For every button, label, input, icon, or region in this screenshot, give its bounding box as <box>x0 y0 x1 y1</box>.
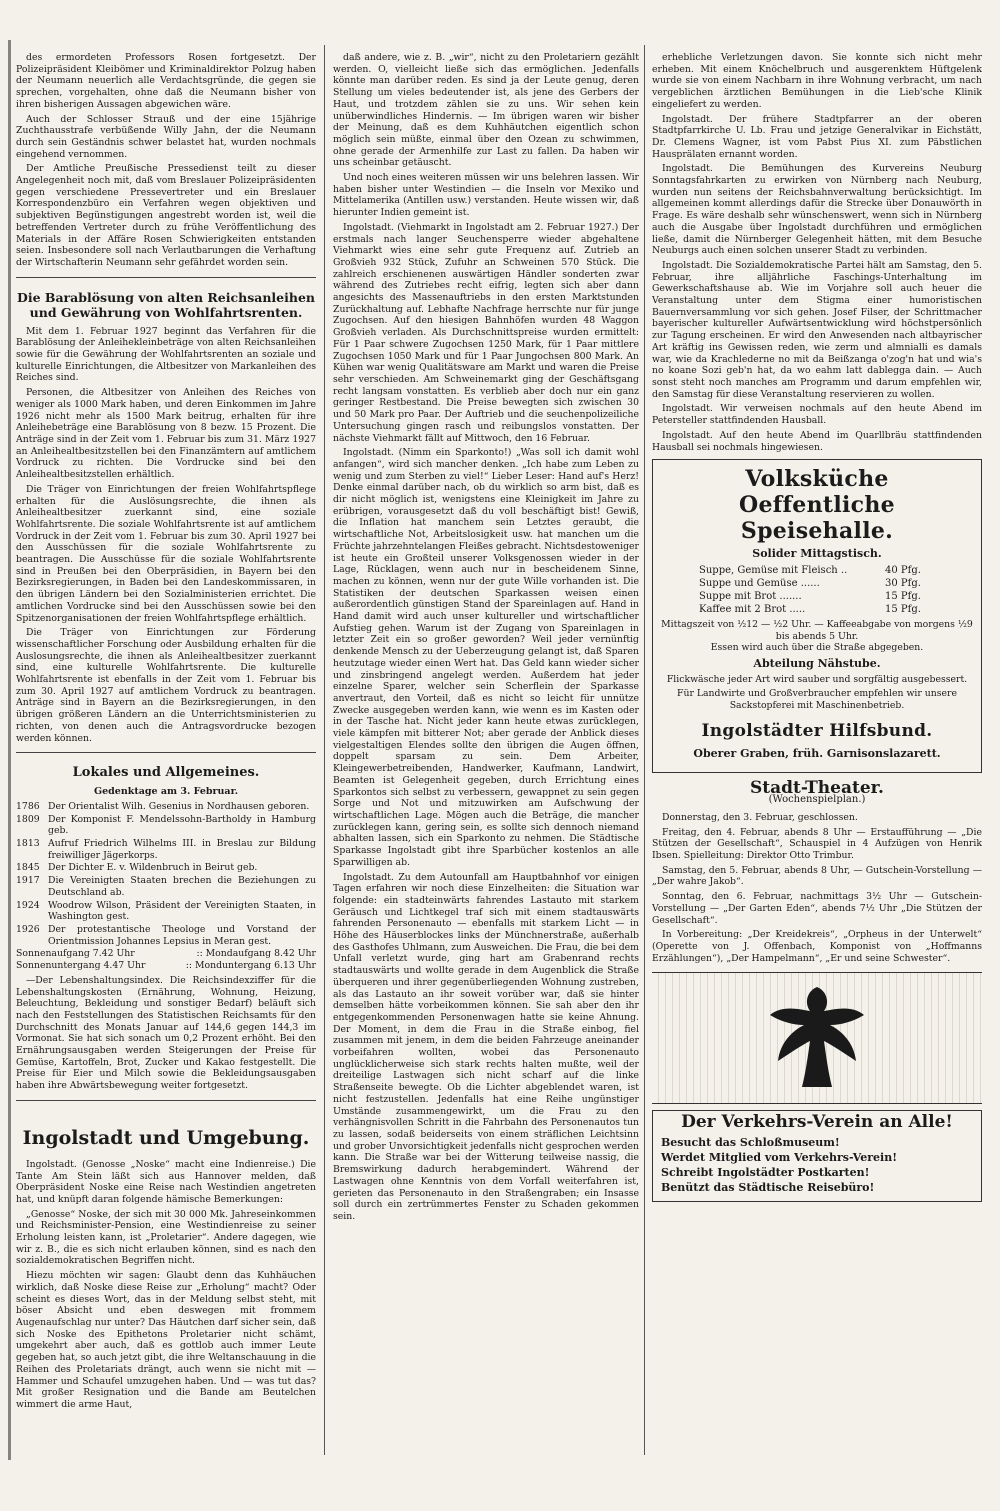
column-2 <box>333 52 639 1452</box>
article-paragraph: Ingolstadt. (Genosse „Noske“ macht eine Indienreise.) Die Tante Am Stein läßt sich aus Hannover melden, daß Oberpräsident Noske eine Reise nach Westindien angetreten hat, und knüpft daran folgende hämische Bemerkungen: <box>16 1158 316 1205</box>
event-text: Der Dichter E. v. Wildenbruch in Beirut geb. <box>48 862 258 874</box>
article-paragraph: Hiezu möchten wir sagen: Glaubt denn das Kuhhäuchen wirklich, daß Noske diese Reise zur „Erholung“ macht? Oder scheint es dieses Wort, das in der Meldung selbst steht, mit böser Absicht und eben deswegen mit frommem Augenaufschlag nur unter? Das Häutchen darf sicher sein, daß sich Noske des Epithetons Proletarier nicht schämt, umgekehrt aber auch, daß es gottlob auch immer Leute gegeben hat, so auch jetzt gibt, die ihre Weltanschauung in die Reihen des Proletariats drängt, auch wenn sie nicht mit — Hammer und Schaufel umzugehen haben. Und — was tut das? Mit großer Resignation und die Bande am Beutelchen wimmert die arme Haut, <box>16 1270 316 1410</box>
article-paragraph: Ingolstadt. Der frühere Stadtpfarrer an der oberen Stadtpfarrkirche U. Lb. Frau und jetzige Generalvikar in Eichstätt, Dr. Clemens Wagner, ist vom Pabst Pius XI. zum Päbstlichen Hausprälaten ernannt worden. <box>652 113 982 160</box>
menu-price: 15 Pfg. <box>885 590 921 602</box>
ad-title: Der Verkehrs-Verein an Alle! <box>681 1112 953 1133</box>
divider <box>16 1100 316 1101</box>
eagle-emblem-icon <box>762 981 872 1093</box>
ad-title: Oeffentliche Speisehalle. <box>739 492 895 545</box>
gedenktag-entry <box>16 862 316 874</box>
menu-price: 30 Pfg. <box>885 577 921 589</box>
menu-row <box>659 603 975 616</box>
ad-line: Benützt das Städtische Reisebüro! <box>661 1181 875 1195</box>
event-text: Woodrow Wilson, Präsident der Vereinigten Staaten, in Washington gest. <box>48 899 316 923</box>
ad-line: Besucht das Schloßmuseum! <box>661 1136 840 1150</box>
verkehrsverein-ad <box>652 1110 982 1202</box>
article-paragraph: Auch der Schlosser Strauß und der eine 15jährige Zuchthausstrafe verbüßende Willy Jahn, der die Neumann durch sein Geständnis schwer belastet hat, wurden nochmals eingehend vernommen. <box>16 113 316 160</box>
article-paragraph: Und noch eines weiteren müssen wir uns belehren lassen. Wir haben bisher unter Westindien — die Inseln vor Mexiko und Mittelamerika (Antillen usw.) verstanden. Heute wissen wir, daß hierunter Indien gemeint ist. <box>333 172 639 219</box>
article-paragraph: Personen, die Altbesitzer von Anleihen des Reiches von weniger als 1000 Mark haben, und deren Einkommen im Jahre 1926 nicht mehr als 1500 Mark beitrug, erhalten für ihre Anleihebeträge eine Barablösung von 8 bezw. 15 Prozent. Die Anträge sind in der Zeit vom 1. Februar bis zum 31. März 1927 an Anleihealtbesitzstellen bei den Finanzämtern auf amtlichem Vordruck zu richten. Die Vordrucke sind bei den Anleihealtbesitzstellen erhältlich. <box>16 387 316 481</box>
menu-row <box>659 577 975 590</box>
year: 1786 <box>16 800 40 812</box>
ad-text: Essen wird auch über die Straße abgegeben. <box>710 642 924 654</box>
article-paragraph: erhebliche Verletzungen davon. Sie konnte sich nicht mehr erheben. Mit einem Knöchelbruch und ausgerenktem Hüftgelenk wurde sie von einem Nachbarn in ihre Wohnung verbracht, um nach vergeblichen ärztlichen Bemühungen in die Lieb'sche Klinik eingeliefert zu werden. <box>652 52 982 110</box>
gedenktage-heading: Gedenktage am 3. Februar. <box>93 786 239 798</box>
year: 1926 <box>16 924 40 935</box>
year: 1917 <box>16 875 40 887</box>
moonset: :: Monduntergang 6.13 Uhr <box>185 960 316 972</box>
article-paragraph: des ermordeten Professors Rosen fortgesetzt. Der Polizeipräsident Kleibömer und Kriminaldirektor Polzug haben der Neumann neuerlich alle Verdachtsgründe, die gegen sie sprechen, vorgehalten, ohne daß die Neumann bisher von ihren bisherigen Aussagen abgewichen wäre. <box>16 52 316 110</box>
theater-entry: Freitag, den 4. Februar, abends 8 Uhr — Erstaufführung — „Die Stützen der Gesellschaft“, Schauspiel in 4 Aufzügen von Henrik Ibsen. Spielleitung: Direktor Otto Trimbur. <box>652 826 982 862</box>
eagle-emblem-panel <box>652 972 982 1104</box>
column-rule <box>324 45 325 1455</box>
article-paragraph: Die Träger von Einrichtungen der freien Wohlfahrtspflege erhalten für die Auslösungsrechte, die ihnen als Anleihealtbesitzer zuerkannt sind, eine soziale Wohlfahrtsrente. Die soziale Wohlfahrtsrente ist auf amtlichem Vordruck in der Zeit vom 1. Februar bis zum 30. April 1927 bei den Ausschüssen für die soziale Wohlfahrtsrente zu beantragen. Die Ausschüsse für die soziale Wohlfahrtsrente sind in Preußen bei den Oberpräsidien, in Bayern bei den Bezirksregierungen, in Baden bei den Landeskommissaren, in den übrigen Ländern bei den Sozialministerien errichtet. Die amtlichen Vordrucke sind bei den Ausschüssen sowie bei den Spitzenorganisationen der freien Wohlfahrtspflege erhältlich. <box>16 483 316 624</box>
year: 1845 <box>16 862 40 874</box>
event-text: Der Komponist F. Mendelssohn-Bartholdy in Hamburg geb. <box>48 813 316 837</box>
gedenktag-entry <box>16 924 316 947</box>
article-paragraph: Ingolstadt. Wir verweisen nochmals auf den heute Abend im Petersteller stattfindenden Hausball. <box>652 403 982 427</box>
event-text: Der protestantische Theologe und Vorstand der Orientmission Johannes Lepsius in Meran gest. <box>48 924 316 947</box>
menu-row <box>659 564 975 577</box>
menu-item: Suppe und Gemüse ...... <box>699 577 820 589</box>
theater-entry: Sonntag, den 6. Februar, nachmittags 3½ Uhr — Gutschein-Vorstellung — „Der Garten Eden“, abends 7½ Uhr „Die Stützen der Gesellschaft“. <box>652 891 982 926</box>
ad-address: Oberer Graben, früh. Garnisonslazarett. <box>693 746 941 760</box>
year: 1813 <box>16 838 40 850</box>
column-3 <box>652 52 982 1452</box>
event-text: Aufruf Friedrich Wilhelms III. in Breslau zur Bildung freiwilliger Jägerkorps. <box>48 838 316 861</box>
event-text: Der Orientalist Wilh. Gesenius in Nordhausen geboren. <box>48 800 310 812</box>
binding-edge <box>8 40 11 1460</box>
article-paragraph: Mit dem 1. Februar 1927 beginnt das Verfahren für die Barablösung der Anleihekleinbeträge von alten Reichsanleihen sowie für die Gewährung der Wohlfahrtsrenten an soziale und kulturelle Einrichtungen, die Altbesitzer von Markanleihen des Reiches sind. <box>16 325 316 384</box>
gedenktag-entry <box>16 875 316 898</box>
gedenktag-entry <box>16 801 316 813</box>
article-paragraph: Die Träger von Einrichtungen zur Förderung wissenschaftlicher Forschung oder Ausbildung erhalten für die Auslosungsrechte, die ihnen als Anleihealtbesitzer zuerkannt sind, eine kulturelle Wohlfahrtsrente. Die kulturelle Wohlfahrtsrente ist ebenfalls in der Zeit vom 1. Februar bis zum 30. April 1927 auf amtlichem Vordruck zu beantragen. Anträge sind in Bayern an die Bezirksregierungen, in den übrigen größeren Ländern an die Unterrichtsministerien zu richten, von denen auch die Antragsvordrucke bezogen werden können. <box>16 627 316 744</box>
gedenktag-entry <box>16 900 316 923</box>
theater-entry: Samstag, den 5. Februar, abends 8 Uhr, — Gutschein-Vorstellung — „Der wahre Jakob“. <box>652 864 982 888</box>
article-paragraph: Ingolstadt. (Viehmarkt in Ingolstadt am 2. Februar 1927.) Der erstmals nach langer Seuchensperre wieder abgehaltene Viehmarkt wies eine sehr gute Frequenz auf. Zutrieb an Großvieh 932 Stück, Zufuhr an Schweinen 570 Stück. Die zahlreich erschienenen auswärtigen Händler sonderten zwar während des Zutriebes recht eifrig, legten sich aber dann angesichts des Massenauftriebs in den ersten Marktstunden Zurückhaltung auf. Lebhafte Nachfrage herrschte nur für junge Zugochsen. Auf den hiesigen Bahnhöfen wurden 48 Waggon Großvieh verladen. Als Durchschnittspreise wurden ermittelt: Für 1 Paar schwere Zugochsen 1250 Mark, für 1 Paar mittlere Zugochsen 1050 Mark und für 1 Paar Jungochsen 800 Mark. An Kühen war wenig Qualitätsware am Markt und waren die Preise sehr verschieden. Am Schweinemarkt ging der Geschäftsgang recht langsam vonstatten. Es verblieb aber doch nur ein ganz geringer Restbestand. Die Preise bewegten sich zwischen 30 und 50 Mark pro Paar. Der Auftrieb und die seuchenpolizeiliche Untersuchung gingen rasch und reibungslos vonstatten. Der nächste Viehmarkt fällt auf Mittwoch, den 16 Februar. <box>333 221 639 444</box>
theater-entry: Donnerstag, den 3. Februar, geschlossen. <box>662 811 858 823</box>
gedenktag-entry <box>16 838 316 861</box>
theater-entry: In Vorbereitung: „Der Kreidekreis“, „Orpheus in der Unterwelt“ (Operette von J. Offenbach, Komponist von „Hoffmanns Erzählungen“), „Der Hampelmann“, „Er und seine Schwester“. <box>652 929 982 964</box>
menu-price: 40 Pfg. <box>885 564 921 576</box>
gedenktag-entry <box>16 814 316 837</box>
section-heading: Lokales und Allgemeines. <box>72 765 260 781</box>
ad-line: Schreibt Ingolstädter Postkarten! <box>661 1166 870 1180</box>
ad-line: Werdet Mitglied vom Verkehrs-Verein! <box>661 1151 898 1165</box>
article-paragraph: Ingolstadt. Die Sozialdemokratische Partei hält am Samstag, den 5. Februar, ihre alljährliche Faschings-Unterhaltung im Gewerkschaftshause ab. Wie im Vorjahre soll auch heuer die Veranstaltung unter dem Stigma einer humoristischen Bauernversammlung vor sich gehen. Josef Filser, der Schrittmacher bayerischer kultureller Aufwärtsentwicklung wird höchstpersönlich zur Tagung erscheinen. Er wird den Anwesenden nach altbayrischer Art kräftig ins Gewissen reden, wie zerm und almnialli es damals war, wie da Krachlederne no mit da Beißzanga o'zog'n hat und wia's no koane Sozi geb'n hat, da wo eahm latt dablegga dain. — Auch sonst steht noch manches am Programm und darum empfehlen wir, den Samstag für diese Veranstaltung reservieren zu wollen. <box>652 259 982 400</box>
ad-subtitle: Abteilung Nähstube. <box>753 657 881 671</box>
article-paragraph: Der Amtliche Preußische Pressedienst teilt zu dieser Angelegenheit noch mit, daß vom Breslauer Polizeipräsidenten gegen verschiedene Pressevertreter und ein Breslauer Korrespondenzbüro ein Verfahren wegen objektiven und subjektiven Begünstigungen angestrebt worden ist, weil die betreffenden Vertreter durch zu frühe Veröffentlichung des Materials in der Affäre Rosen Schwierigkeiten entstanden seien. Insbesondere soll nach Verlautbarungen die Verhaftung der Wirtschafterin Neumann sehr gefährdet worden sein. <box>16 163 316 268</box>
menu-item: Suppe, Gemüse mit Fleisch .. <box>699 564 848 576</box>
ad-text: Für Landwirte und Großverbraucher empfehlen wir unsere Sackstopferei mit Maschinenbetrieb. <box>677 688 957 712</box>
article-paragraph: Ingolstadt. Die Bemühungen des Kurvereins Neuburg Sonntagsfahrkarten zu erwirken von Nürnberg nach Neuburg, wurden nun seitens der Reichsbahnverwaltung berücksichtigt. Im allgemeinen kommt allerdings dafür die Strecke über Donauwörth in Frage. Es wäre deshalb sehr wünschenswert, wenn sich in Nürnberg auch die Ausgabe über Ingolstadt durchführen und ermöglichen ließe, damit die Nürnberger Gelegenheit hätten, mit dem Besuche Neuburgs auch einen solchen unserer Stadt zu verbinden. <box>652 163 982 257</box>
ad-org: Ingolstädter Hilfsbund. <box>701 720 933 741</box>
article-paragraph: „Genosse“ Noske, der sich mit 30 000 Mk. Jahreseinkommen und Reichsminister-Pension, eine Westindienreise zu seiner Erholung leisten kann, ist „Proletarier“. Andere dagegen, wie wir z. B., die es sich nicht erlauben können, sind es nach den sozialdemokratischen Begriffen nicht. <box>16 1208 316 1267</box>
article-paragraph: Ingolstadt. Auf den heute Abend im Quarllbräu stattfindenden Hausball sei nochmals hingewiesen. <box>652 429 982 453</box>
menu-row <box>659 590 975 603</box>
sun-moon-row <box>16 960 316 972</box>
event-text: Die Vereinigten Staaten brechen die Beziehungen zu Deutschland ab. <box>48 875 316 898</box>
menu-price: 15 Pfg. <box>885 603 921 615</box>
menu-item: Suppe mit Brot ....... <box>699 590 802 602</box>
divider <box>16 752 316 753</box>
article-paragraph: Ingolstadt. Zu dem Autounfall am Hauptbahnhof vor einigen Tagen erfahren wir noch diese Einzelheiten: die Situation war folgende: ein stadteinwärts fahrendes Lastauto mit starkem Geräusch und Lichtkegel traf sich mit einem stadtauswärts fahrenden Personenauto — ebenfalls mit starkem Licht — in Höhe des Häuserblockes links der Münchnerstraße, außerhalb des Gasthofes Uhlmann, zum Ausweichen. Die Frau, die bei dem Unfall verletzt wurde, ging hart am Grabenrand rechts stadtauswärts und wollte gerade in dem Augenblick die Straße überqueren und ihrer gegenüberliegenden Wohnung zustreben, als das Lastauto an ihr soweit vorüber war, daß sie hinter demselben hätte vorbeikommen können. Sie sah aber den ihr entgegenkommenden Personenwagen hatte sie keine Ahnung. Der Moment, in dem die Frau in die Straße einbog, fiel zusammen mit jenem, in dem die beiden Fahrzeuge aneinander vorbeifahren wollten, wobei das Personenauto unglücklicherweise sich stark rechts halten mußte, weil der dreiteilige Lastwagen sich nicht scharf auf die linke Straßenseite bewegte. Ob die Lichter abgeblendet waren, ist nicht festzustellen. Jedenfalls hat eine Reihe ungünstiger Umstände zusammengewirkt, um die Frau zu den verhängnisvollen Schritt in die Fahrbahn des Personenautos tun zu lassen, sodaß beiderseits von einem sträflichen Leichtsinn und grober Unvorsichtigkeit jedenfalls nicht gesprochen werden kann. Die Straße war bei der Witterung teilweise nassig, die Bremswirkung dadurch herabgemindert. Während der Lastwagen ohne Kenntnis von dem Vorfall weiterfahren ist, gerieten das Personenauto in den Straßengraben; ein Insasse soll durch ein zertrümmertes Fenster zu Schaden gekommen sein. <box>333 871 639 1222</box>
article-paragraph: —Der Lebenshaltungsindex. Die Reichsindexziffer für die Lebenshaltungskosten (Ernährung, Wohnung, Heizung, Beleuchtung, Bekleidung und sonstiger Bedarf) beläuft sich nach den Feststellungen des Statistischen Reichsamts für den Durchschnitt des Monats Januar auf 144,6 gegen 144,3 im Vormonat. Sie hat sich sonach um 0,2 Prozent erhöht. Bei den Ernährungsausgaben werden Steigerungen der Preise für Gemüse, Kartoffeln, Brot, Zucker und Kakao festgestellt. Die Preise für Eier und Milch sowie die Bekleidungsausgaben haben ihre Abwärtsbewegung weiter fortgesetzt. <box>16 974 316 1092</box>
year: 1924 <box>16 899 40 911</box>
section-heading: Ingolstadt und Umgebung. <box>22 1126 310 1149</box>
section-heading: Die Barablösung von alten Reichsanleihen und Gewährung von Wohlfahrtsrenten. <box>16 289 316 320</box>
ad-subtitle: Solider Mittagstisch. <box>752 547 882 561</box>
column-rule <box>644 45 645 1455</box>
theater-title: Stadt-Theater. <box>750 777 884 798</box>
year: 1809 <box>16 813 40 825</box>
divider <box>16 277 316 278</box>
theater-subtitle: (Wochenspielplan.) <box>768 794 866 806</box>
ad-text: Flickwäsche jeder Art wird sauber und sorgfältig ausgebessert. <box>666 673 968 685</box>
column-1 <box>16 52 316 1452</box>
sunset: Sonnenuntergang 4.47 Uhr <box>16 960 146 972</box>
ad-hours: Mittagszeit von ½12 — ½2 Uhr. — Kaffeeabgabe von morgens ½9 bis abends 5 Uhr. <box>661 618 973 642</box>
article-paragraph: daß andere, wie z. B. „wir“, nicht zu den Proletariern gezählt werden. O, vielleicht ließe sich das ermöglichen. Jedenfalls könnte man darüber reden. Es sind ja der Leute genug, deren Stellung um vieles bedeutender ist, als jene des Gerbers der Haut, und trotzdem zählen sie zu uns. Wir sehen kein unüberwindliches Hindernis. — Im übrigen waren wir bisher der Meinung, daß es dem Kuhhäutchen eigentlich schon möglich sein müßte, einmal über den Ozean zu schwimmen, ohne gerade der Armenhilfe zur Last zu fallen. Da haben wir uns scheinbar getäuscht. <box>333 52 639 169</box>
menu-item: Kaffee mit 2 Brot ..... <box>699 603 806 615</box>
sunrise: Sonnenaufgang 7.42 Uhr <box>16 948 135 960</box>
moonrise: :: Mondaufgang 8.42 Uhr <box>196 948 316 960</box>
volkskueche-ad <box>652 459 982 772</box>
sun-moon-row <box>16 948 316 960</box>
article-paragraph: Ingolstadt. (Nimm ein Sparkonto!) „Was soll ich damit wohl anfangen“, wird sich mancher denken. „Ich habe zum Leben zu wenig und zum Sterben zu viel!“ Lieber Leser: Hand auf's Herz! Denke einmal darüber nach, ob du wirklich so arm bist, daß es dir nicht möglich ist, wenigstens eine Kleinigkeit im Jahre zu erübrigen, vorausgesetzt daß du voll beschäftigt bist! Gewiß, die Inflation hat manchem sein Letztes geraubt, die wirtschaftliche Not, Arbeitslosigkeit usw. hat manchen um die Früchte jahrzehntelangen Fleißes gebracht. Nichtsdestoweniger ist heute ein Großteil unserer Volksgenossen wieder in der Lage, Rücklagen, wenn auch nur in bescheidenem Sinne, machen zu können, wenn nur der gute Wille vorhanden ist. Die Statistiken der deutschen Sparkassen weisen einen außerordentlich günstigen Stand der Spareinlagen auf. Hand in Hand damit wird auch unser kultureller und wirtschaftlicher Aufstieg gehen. Warum ist der Zugang von Spareinlagen in letzter Zeit ein so großer geworden? Weil jeder vernünftig denkende Mensch zu der Ueberzeugung gelangt ist, daß Sparen heutzutage wieder einen Wert hat. Das Geld kann wieder sicher und zinsbringend angelegt werden. Außerdem hat jeder einzelne Sparer, welcher sein Scherflein der Sparkasse anvertraut, den Vorteil, daß es nicht so leicht für unnütze Zwecke ausgegeben werden kann, wie wenn es im Kasten oder in der Tasche hat. Nicht jeder kann heute etwas zurücklegen, viele kämpfen mit bitterer Not; aber gerade der Anblick dieses vielgestaltigen Elendes sollte den übrigen die Augen öffnen, doppelt sparsam zu sein. Dem Arbeiter, Kleingewerbetreibenden, Handwerker, Kaufmann, Landwirt, Beamten ist Gelegenheit gegeben, durch Errichtung eines Sparkontos sich selbst zu verbessern, gewappnet zu sein gegen Sorge und Not und mitzuwirken am Aufschwung der wirtschaftlichen Lage. Mögen auch die Beträge, die mancher zurücklegen kann, gering sein, es sollte sich dennoch niemand abhalten lassen, sich ein Sparkonto zu nehmen. Die Städtische Sparkasse Ingolstadt gibt ihre Sparbücher kostenlos an alle Sparwilligen ab. <box>333 447 639 868</box>
ad-title: Volksküche <box>745 466 889 493</box>
